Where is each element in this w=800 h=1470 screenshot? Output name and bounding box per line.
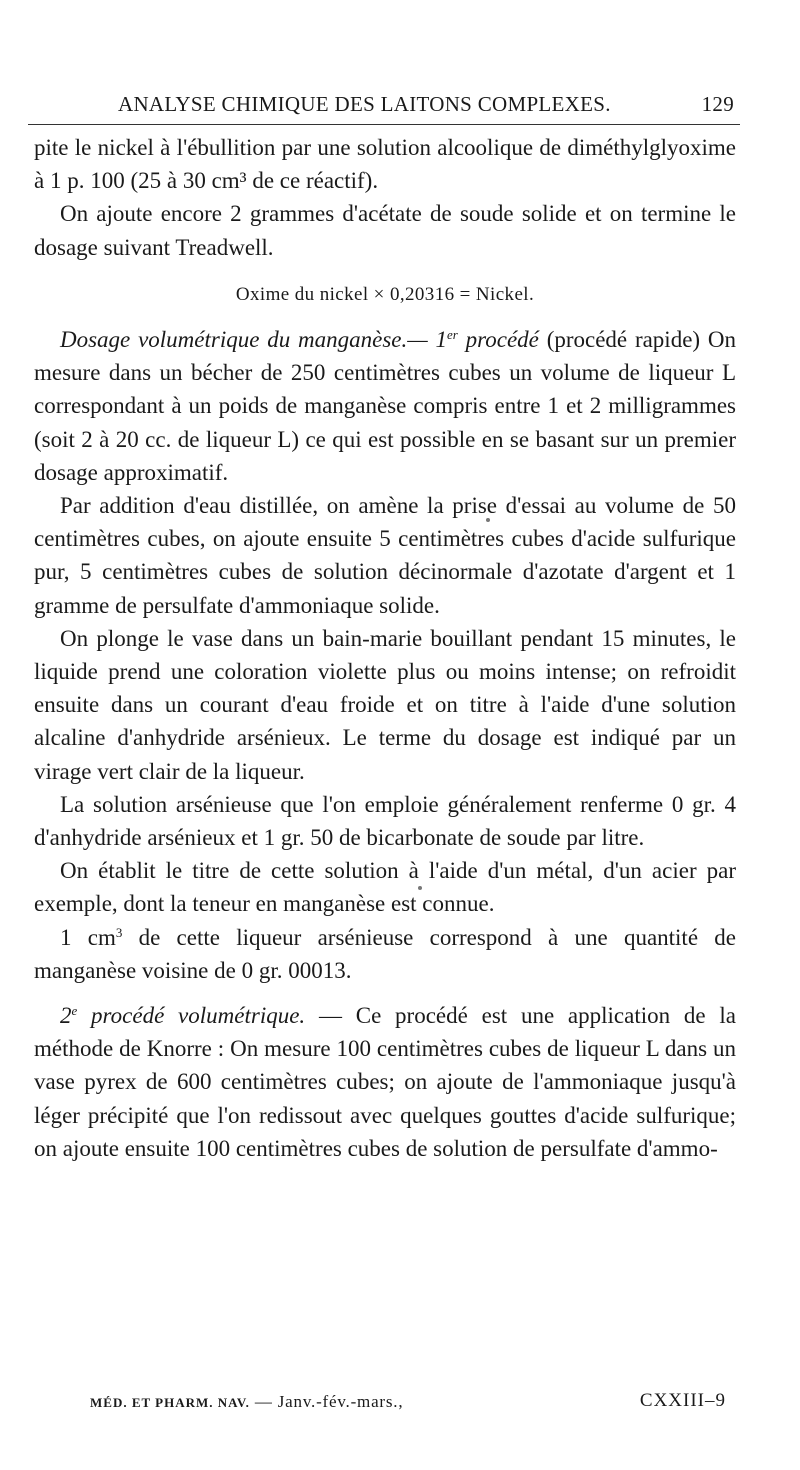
journal-line (90, 1392, 403, 1412)
paragraph-2: On ajoute encore 2 grammes d'acétate de soude solide et on termine le dosage suivant Treadwell. (34, 201, 736, 260)
page-number: 129 (701, 92, 734, 116)
paragraph-9-text: — Ce procédé est une application de la méthode de Knorre : On mesure 100 centimètres cubes de liqueur L dans un vase pyrex de 600 centimètres cubes; on ajoute de l'ammoniaque jusqu'à léger précipité que l'on redissout avec quelques gouttes d'acide sulfurique; on ajoute ensuite 100 centimètres cubes de solution de persulfate d'ammo- (34, 1003, 736, 1161)
formula-nickel: Oxime du nickel × 0,20316 = Nickel. (235, 283, 535, 305)
paragraph-1: pite le nickel à l'ébullition par une solution alcoolique de diméthylglyoxime à 1 p. 100 (25 à 30 cm³ de ce réactif). (34, 135, 736, 194)
paragraph-gap (34, 987, 736, 999)
paragraph-5: On plonge le vase dans un bain-marie bouillant pendant 15 minutes, le liquide prend une coloration violette plus ou moins intense; on refroidit ensuite dans un courant d'eau froide et on titre à l'aide d'une solution alcaline d'anhydride arsénieux. Le terme du dosage est indiqué par un virage vert clair de la liqueur. (34, 625, 736, 784)
paragraph-8 (34, 921, 736, 987)
second-method-number: 2 (60, 1003, 72, 1029)
second-method-sup: e (71, 1003, 78, 1019)
section-heading-second-method: procédé volumétrique. (77, 1003, 306, 1029)
signature-mark: CXXIII–9 (639, 1390, 726, 1411)
running-header (34, 92, 734, 122)
footer-dash: — (249, 1392, 278, 1411)
paragraph-3-text: (procédé rapide) On mesure dans un bécher de 250 centimètres cubes un volume de liqueur L correspondant à un poids de manganèse compris entre 1 et 2 milligrammes (soit 2 à 20 cc. de liqueur L) ce qui est possible en se basant sur un premier dosage approximatif. (34, 327, 736, 485)
paragraph-7: On établit le titre de cette solution à l'aide d'un métal, d'un acier par exemple, dont la teneur en manganèse est connue. (34, 858, 736, 917)
ink-speck (418, 886, 422, 890)
journal-abbrev: MÉD. ET PHARM. NAV. (90, 1395, 250, 1410)
cm-cube-sup: 3 (115, 924, 123, 940)
paragraph-6: La solution arsénieuse que l'on emploie généralement renferme 0 gr. 4 d'anhydride arsénieux et 1 gr. 50 de bicarbonate de soude par litre. (34, 791, 736, 851)
running-title: ANALYSE CHIMIQUE DES LAITONS COMPLEXES. (118, 92, 611, 116)
header-rule (28, 124, 740, 125)
section-heading-manganese: Dosage volumétrique du manganèse.— 1 (60, 327, 448, 353)
page-footer (90, 1388, 726, 1418)
paragraph-3 (34, 323, 736, 489)
heading-procede: procédé (457, 327, 539, 353)
heading-ordinal-sup: er (447, 327, 458, 343)
paragraph-4: Par addition d'eau distillée, on amène la prise d'essai au volume de 50 centimètres cubes, on ajoute ensuite 5 centimètres cubes d'acide sulfurique pur, 5 centimètres cubes de solution décinormale d'azotate d'argent et 1 gramme de persulfate d'ammoniaque solide. (34, 493, 736, 618)
ink-speck (486, 518, 490, 522)
paragraph-8-text: de cette liqueur arsénieuse correspond à une quantité de manganèse voisine de 0 gr. 00013. (34, 924, 736, 983)
page-body (34, 131, 736, 1165)
paragraph-9 (34, 999, 736, 1165)
journal-issue: Janv.-fév.-mars., (277, 1392, 404, 1411)
paragraph-8-start: 1 cm (60, 924, 116, 950)
